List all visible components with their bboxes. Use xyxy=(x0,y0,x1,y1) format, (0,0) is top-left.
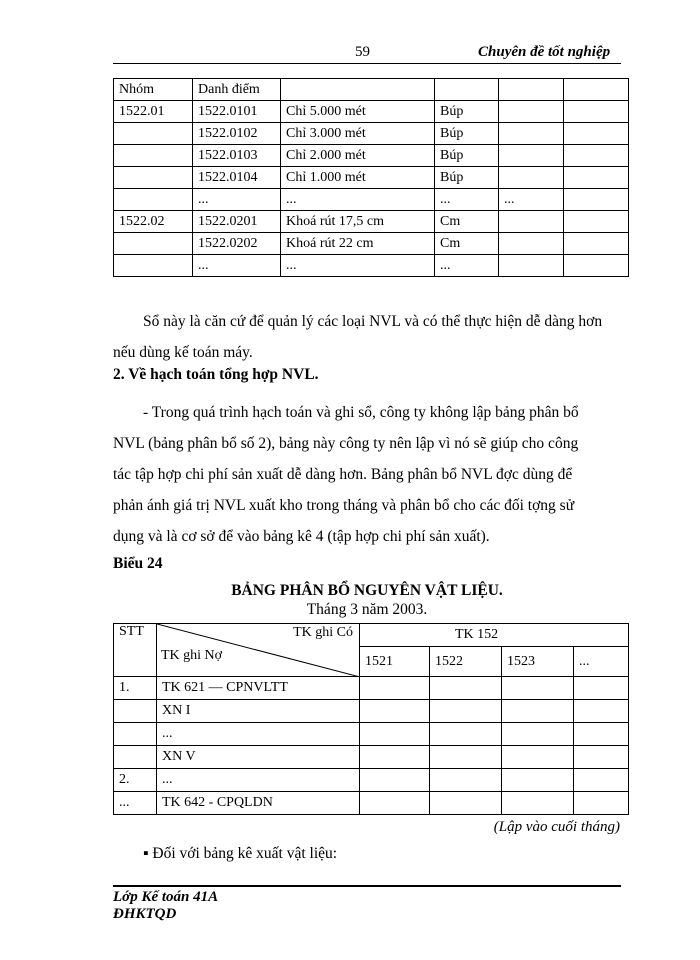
cell xyxy=(502,746,574,769)
bullet-mark: ▪ xyxy=(143,845,153,862)
cell: 1522.01 xyxy=(114,101,193,123)
cell xyxy=(574,723,629,746)
table-row xyxy=(114,255,629,277)
table-row xyxy=(114,189,629,211)
cell: 1522.0101 xyxy=(193,101,281,123)
cell: Chỉ 5.000 mét xyxy=(281,101,435,123)
allocation-table-title: BẢNG PHÂN BỔ NGUYÊN VẬT LIỆU. xyxy=(231,582,503,599)
cell xyxy=(564,211,629,233)
cell xyxy=(502,723,574,746)
cell xyxy=(430,677,502,700)
cell: 2. xyxy=(114,769,157,792)
cell: TK 621 — CPNVLTT xyxy=(157,677,360,700)
cell: 1522.0104 xyxy=(193,167,281,189)
bullet-line xyxy=(143,845,337,863)
footer-class: Lớp Kế toán 41A xyxy=(113,889,219,905)
paragraph1-line2: nếu dùng kế toán máy. xyxy=(113,344,253,361)
footer-rule xyxy=(113,885,621,887)
cell xyxy=(564,167,629,189)
table-row xyxy=(114,167,629,189)
cell xyxy=(499,233,564,255)
cell: ... xyxy=(193,189,281,211)
cell xyxy=(114,233,193,255)
cell xyxy=(564,123,629,145)
cell xyxy=(564,145,629,167)
cell: 1522.0202 xyxy=(193,233,281,255)
cell: ... xyxy=(157,723,360,746)
cell: ... xyxy=(435,189,499,211)
cell xyxy=(430,769,502,792)
table-row xyxy=(114,792,629,815)
cell xyxy=(360,723,430,746)
cell xyxy=(502,769,574,792)
material-code-table-body xyxy=(114,79,629,277)
cell: Búp xyxy=(435,145,499,167)
cell xyxy=(564,233,629,255)
sub-header-1523: 1523 xyxy=(502,647,574,677)
sub-header-1522: 1522 xyxy=(430,647,502,677)
paragraph2-line3: tác tập hợp chi phí sản xuất dễ dàng hơn. Bảng phân bổ NVL đợc dùng để xyxy=(113,466,573,483)
cell xyxy=(430,700,502,723)
document-header-title: Chuyên đề tốt nghiệp xyxy=(478,44,611,60)
paragraph2-line2: NVL (bảng phân bổ số 2), bảng này công ty nên lập vì nó sẽ giúp cho công xyxy=(113,435,579,452)
table-row xyxy=(114,769,629,792)
sub-header-more: ... xyxy=(574,647,629,677)
cell xyxy=(499,167,564,189)
cell: XN V xyxy=(157,746,360,769)
cell xyxy=(502,700,574,723)
cell xyxy=(430,792,502,815)
cell xyxy=(564,189,629,211)
cell: Chỉ 2.000 mét xyxy=(281,145,435,167)
bullet-text: Đối với bảng kê xuất vật liệu: xyxy=(152,845,338,862)
cell xyxy=(360,700,430,723)
cell xyxy=(574,677,629,700)
cell: Cm xyxy=(435,233,499,255)
paragraph2-line1: - Trong quá trình hạch toán và ghi sổ, công ty không lập bảng phân bổ xyxy=(143,404,579,421)
tk152-group-header: TK 152 xyxy=(360,624,629,647)
table-row xyxy=(114,723,629,746)
cell xyxy=(430,723,502,746)
cell: 1522.0103 xyxy=(193,145,281,167)
cell xyxy=(360,792,430,815)
cell xyxy=(574,792,629,815)
cell xyxy=(360,746,430,769)
cell: Búp xyxy=(435,123,499,145)
cell: ... xyxy=(499,189,564,211)
section-heading: 2. Về hạch toán tổng hợp NVL. xyxy=(113,366,319,383)
header-rule xyxy=(113,63,621,64)
cell xyxy=(499,211,564,233)
cell xyxy=(114,167,193,189)
cell xyxy=(564,79,629,101)
cell: Búp xyxy=(435,167,499,189)
cell: XN I xyxy=(157,700,360,723)
cell: Khoá rút 22 cm xyxy=(281,233,435,255)
table-note: (Lập vào cuối tháng) xyxy=(493,819,620,835)
cell: Danh điểm xyxy=(193,79,281,101)
header-row xyxy=(114,79,629,101)
cell: 1. xyxy=(114,677,157,700)
cell xyxy=(430,746,502,769)
cell: Chỉ 1.000 mét xyxy=(281,167,435,189)
cell xyxy=(114,700,157,723)
cell: ... xyxy=(157,769,360,792)
cell: 1522.02 xyxy=(114,211,193,233)
stt-header: STT xyxy=(114,624,157,677)
cell xyxy=(435,79,499,101)
cell: ... xyxy=(281,255,435,277)
cell xyxy=(502,792,574,815)
table-row xyxy=(114,677,629,700)
cell: Cm xyxy=(435,211,499,233)
material-code-table xyxy=(113,78,629,277)
cell xyxy=(499,101,564,123)
cell xyxy=(114,723,157,746)
cell xyxy=(114,189,193,211)
cell xyxy=(281,79,435,101)
cell: Chỉ 3.000 mét xyxy=(281,123,435,145)
cell xyxy=(499,79,564,101)
cell xyxy=(574,769,629,792)
cell: 1522.0201 xyxy=(193,211,281,233)
diag-bottom-label: TK ghi Nợ xyxy=(161,648,223,663)
cell xyxy=(574,746,629,769)
cell xyxy=(114,746,157,769)
diag-top-label: TK ghi Có xyxy=(293,625,353,640)
cell xyxy=(499,145,564,167)
table-row xyxy=(114,123,629,145)
cell: Khoá rút 17,5 cm xyxy=(281,211,435,233)
paragraph1-line1: Sổ này là căn cứ để quản lý các loại NVL và có thể thực hiện dễ dàng hơn xyxy=(143,313,603,330)
paragraph2-line5: dụng và là cơ sở để vào bảng kê 4 (tập hợp chi phí sản xuất). xyxy=(113,528,490,545)
cell: ... xyxy=(193,255,281,277)
cell xyxy=(502,677,574,700)
table-row xyxy=(114,700,629,723)
cell xyxy=(114,123,193,145)
cell: ... xyxy=(281,189,435,211)
table-row xyxy=(114,746,629,769)
cell: Búp xyxy=(435,101,499,123)
cell xyxy=(114,145,193,167)
cell xyxy=(564,101,629,123)
allocation-table-subtitle: Tháng 3 năm 2003. xyxy=(306,601,428,618)
cell xyxy=(499,255,564,277)
cell: Nhóm xyxy=(114,79,193,101)
table-row xyxy=(114,145,629,167)
cell xyxy=(360,769,430,792)
diagonal-header-cell xyxy=(157,624,360,677)
allocation-table xyxy=(113,623,629,815)
cell: ... xyxy=(435,255,499,277)
cell xyxy=(360,677,430,700)
paragraph2-line4: phản ánh giá trị NVL xuất kho trong tháng và phân bổ cho các đối tợng sử xyxy=(113,497,575,514)
table-row xyxy=(114,233,629,255)
sub-header-1521: 1521 xyxy=(360,647,430,677)
cell xyxy=(499,123,564,145)
cell xyxy=(564,255,629,277)
allocation-table-body xyxy=(114,677,629,815)
table-row xyxy=(114,211,629,233)
cell xyxy=(114,255,193,277)
cell: TK 642 - CPQLDN xyxy=(157,792,360,815)
page-number: 59 xyxy=(355,44,370,60)
cell xyxy=(574,700,629,723)
cell: 1522.0102 xyxy=(193,123,281,145)
table-row xyxy=(114,101,629,123)
footer-school: ĐHKTQD xyxy=(113,906,177,922)
bieu-label: Biểu 24 xyxy=(113,555,163,572)
cell: ... xyxy=(114,792,157,815)
